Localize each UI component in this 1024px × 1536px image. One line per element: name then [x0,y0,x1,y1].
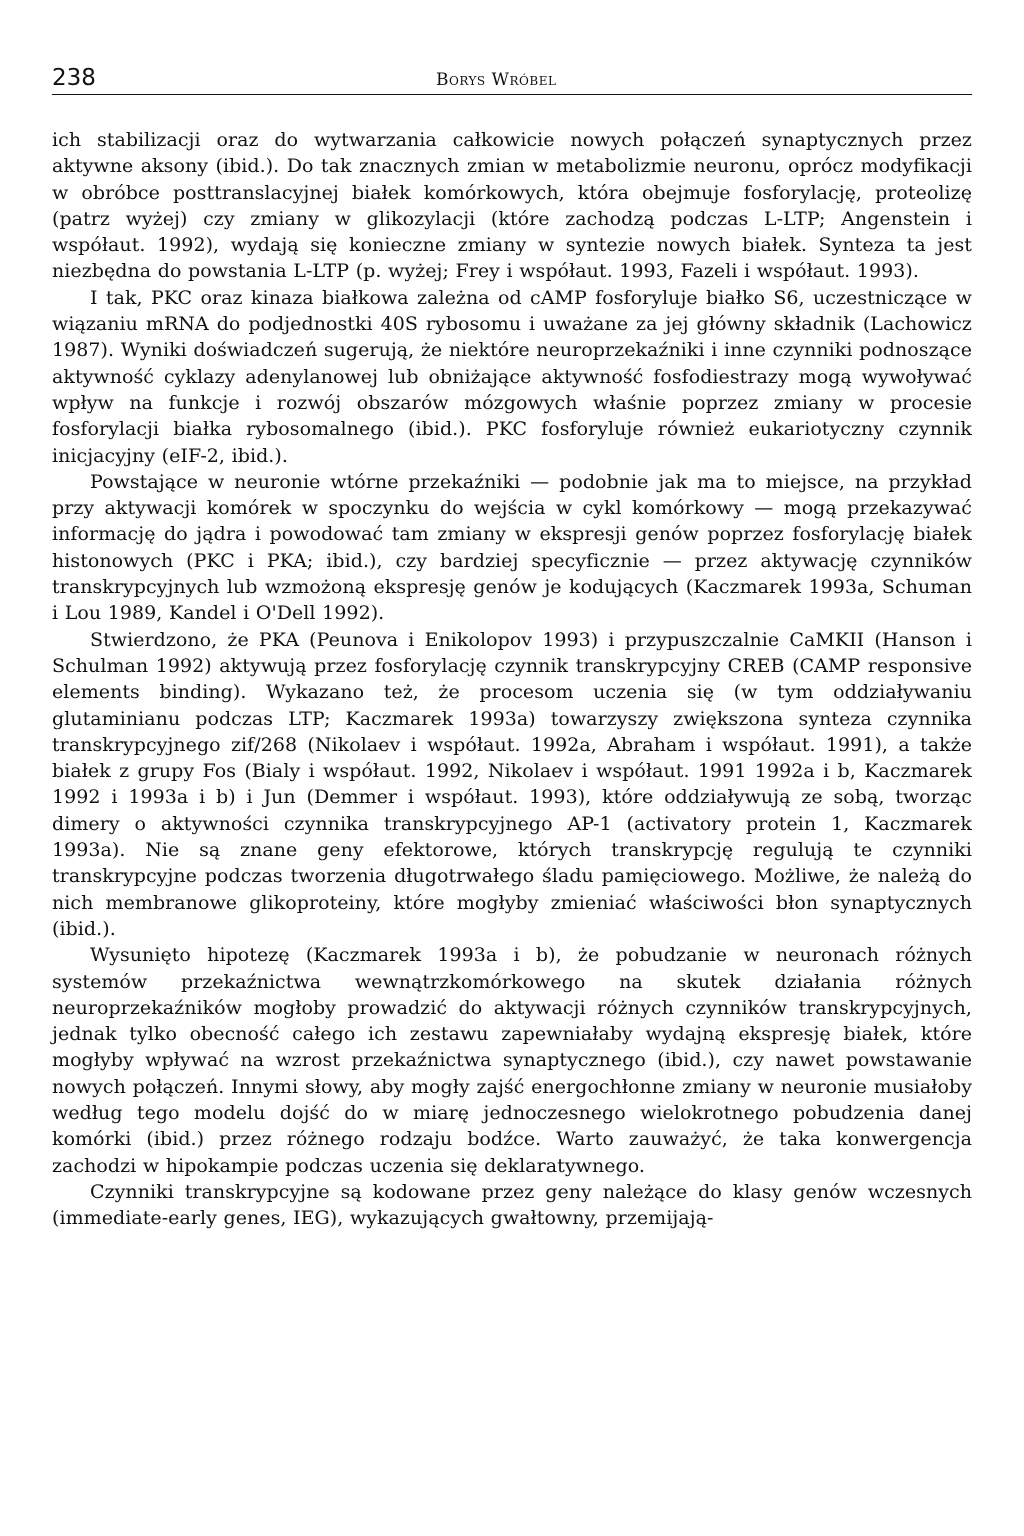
page-number: 238 [52,65,96,91]
book-page [52,64,972,1231]
paragraph-continuation: ich stabilizacji oraz do wytwarzania całkowicie nowych połączeń synaptycznych przez aktywne aksony (ibid.). Do tak znacznych zmian w metabolizmie neuronu, oprócz modyfikacji w obróbce posttranslacyjnej białek komórkowych, która obejmuje fosforylację, proteolizę (patrz wyżej) czy zmiany w glikozylacji (które zachodzą podczas L-LTP; Angenstein i współaut. 1992), wydają się konieczne zmiany w syntezie nowych białek. Synteza ta jest niezbędna do powstania L-LTP (p. wyżej; Frey i współaut. 1993, Fazeli i współaut. 1993). [52,129,972,283]
paragraph-second-messengers: Powstające w neuronie wtórne przekaźniki — podobnie jak ma to miejsce, na przykład przy aktywacji komórek w spoczynku do wejścia w cykl komórkowy — mogą przekazywać informację do jądra i powodować tam zmiany w ekspresji genów poprzez fosforylację białek histonowych (PKC i PKA; ibid.), czy bardziej specyficznie — przez aktywację czynników transkrypcyjnych lub wzmożoną ekspresję genów je kodujących (Kaczmarek 1993a, Schuman i Lou 1989, Kandel i O'Dell 1992). [52,470,972,625]
running-title-author: Borys Wróbel [436,70,557,90]
paragraph-pkc-s6: I tak, PKC oraz kinaza białkowa zależna od cAMP fosforyluje białko S6, uczestniczące w wiązaniu mRNA do podjednostki 40S rybosomu i uważane za jej główny składnik (Lachowicz 1987). Wyniki doświadczeń sugerują, że niektóre neuroprzekaźniki i inne czynniki podnoszące aktywność cyklazy adenylanowej lub obniżające aktywność fosfodiestrazy mogą wywoływać wpływ na funkcje i rozwój obszarów mózgowych właśnie poprzez zmiany w procesie fosforylacji białka rybosomalnego (ibid.). PKC fosforyluje również eukariotyczny czynnik inicjacyjny (eIF-2, ibid.). [52,286,972,467]
paragraph-creb: Stwierdzono, że PKA (Peunova i Enikolopov 1993) i przypuszczalnie CaMKII (Hanson i Schulman 1992) aktywują przez fosforylację czynnik transkrypcyjny CREB (CAMP responsive elements binding). Wykazano też, że procesom uczenia się (w tym oddziaływaniu glutaminianu podczas LTP; Kaczmarek 1993a) towarzyszy zwiększona synteza czynnika transkrypcyjnego zif/268 (Nikolaev i współaut. 1992a, Abraham i współaut. 1991), a także białek z grupy Fos (Bialy i współaut. 1992, Nikolaev i współaut. 1991 1992a i b, Kaczmarek 1992 i 1993a i b) i Jun (Demmer i współaut. 1993), które oddziaływują ze sobą, tworząc dimery o aktywności czynnika transkrypcyjnego AP-1 (activatory protein 1, Kaczmarek 1993a). Nie są znane geny efektorowe, których transkrypcję regulują te czynniki transkrypcyjne podczas tworzenia długotrwałego śladu pamięciowego. Możliwe, że należą do nich membranowe glikoproteiny, które mogłyby zmieniać właściwości błon synaptycznych (ibid.). [52,628,972,940]
running-head [52,64,972,95]
paragraph-ieg: Czynniki transkrypcyjne są kodowane przez geny należące do klasy genów wczesnych (immediate-early genes, IEG), wykazujących gwałtowny, przemijają- [52,1180,972,1230]
paragraph-hypothesis: Wysunięto hipotezę (Kaczmarek 1993a i b), że pobudzanie w neuronach różnych systemów przekaźnictwa wewnątrzkomórkowego na skutek działania różnych neuroprzekaźników mogłoby prowadzić do aktywacji różnych czynników transkrypcyjnych, jednak tylko obecność całego ich zestawu zapewniałaby wydajną ekspresję białek, które mogłyby wpływać na wzrost przekaźnictwa synaptycznego (ibid.), czy nawet powstawanie nowych połączeń. Innymi słowy, aby mogły zajść energochłonne zmiany w neuronie musiałoby według tego modelu dojść do w miarę jednoczesnego wielokrotnego pobudzenia danej komórki (ibid.) przez różnego rodzaju bodźce. Warto zauważyć, że taka konwergencja zachodzi w hipokampie podczas uczenia się deklaratywnego. [52,944,972,1177]
body-text [52,127,972,1231]
